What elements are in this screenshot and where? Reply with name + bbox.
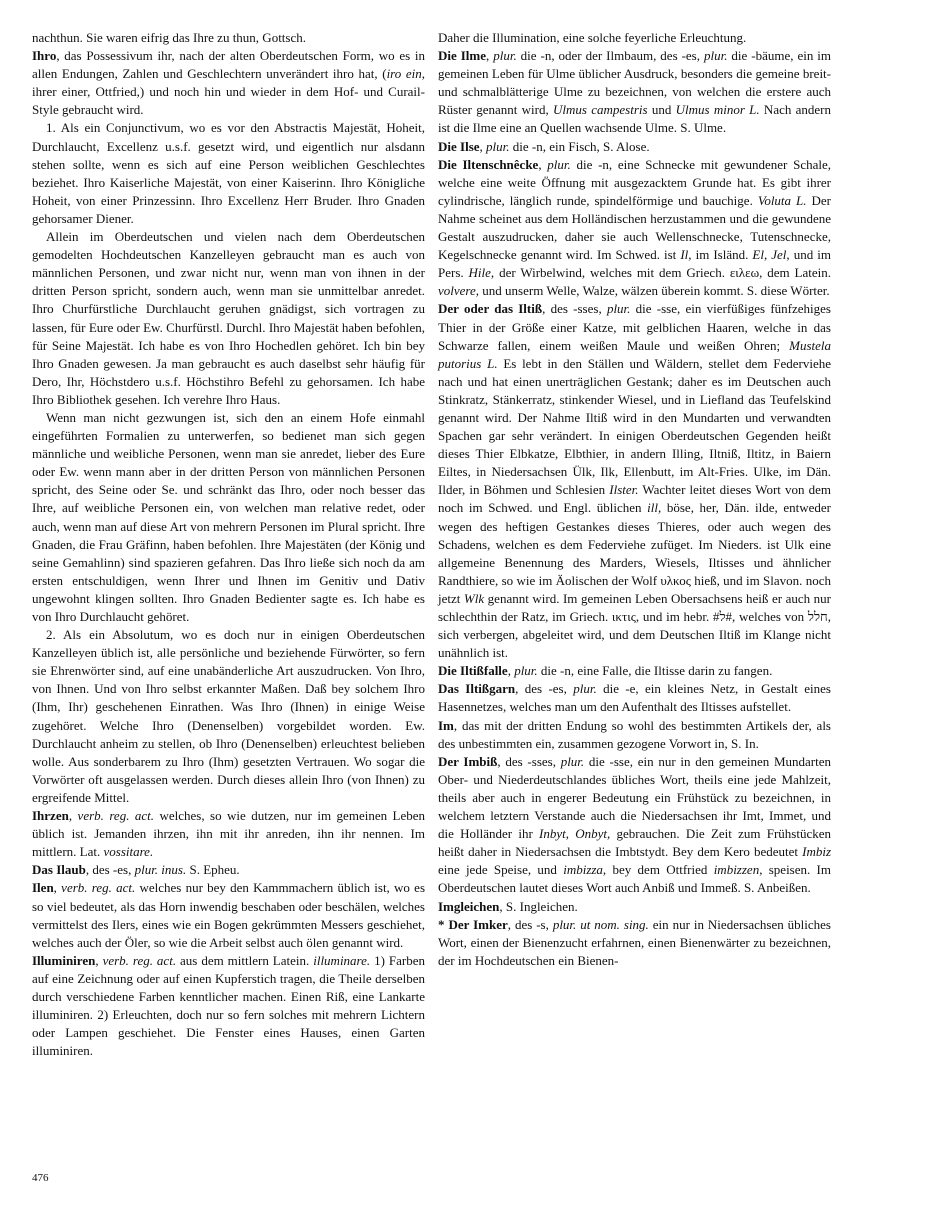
entry-text: welches, so wie dutzen, nur im gemeinen Leben üblich ist. Jemanden ihrzen, ihn mit ihr anreden, ihn ihr nennen. Im mittlern. Lat. <box>32 808 426 860</box>
entry-text: Der Nahme scheinet aus dem Holländischen herzustammen und die gewundene Gestalt auszudrucken, daher sie auch Wellenschnecke, Tutenschnecke, Kegelschnecke genannt wird. Im Schwed. ist <box>438 192 831 263</box>
italic-text: plur. <box>703 48 728 64</box>
right-column <box>438 29 831 970</box>
italic-text: plur. ut nom. sing. <box>552 916 649 932</box>
entry-text: 1. Als ein Conjunctivum, wo es vor den Abstractis Majestät, Hoheit, Durchlaucht, Excellenz u.s.f. gesetzt wird, und eigentlich nur alsdann stehen sollte, wenn es sich auf eine Person weiblichen Geschlechtes beziehet. Ihro Kaiserliche Majestät, von einer Kaiserinn. Ihro Königliche Hoheit, von einer Prinzessinn. Ihro Excellenz Herr Bruder. Ihro Gnaden gehorsamer Diener. <box>32 120 425 226</box>
dictionary-entry <box>438 753 831 898</box>
entry-text: Daher die Illumination, eine solche feyerliche Erleuchtung. <box>438 30 747 45</box>
italic-text: ill, <box>647 500 662 516</box>
entry-text: , S. Ingleichen. <box>499 898 578 914</box>
headword: Illuminiren <box>32 952 96 968</box>
body-paragraph <box>32 409 425 626</box>
headword: Im <box>438 717 454 733</box>
dictionary-entry <box>438 156 831 301</box>
entry-text: aus dem mittlern Latein. <box>176 952 314 968</box>
italic-text: plur. <box>486 138 510 154</box>
entry-text: , des -s, <box>507 916 553 932</box>
entry-text: S. Epheu. <box>186 862 240 878</box>
entry-text: , das Possessivum ihr, nach der alten Oberdeutschen Form, wo es in allen Endungen, Zahlen und Geschlechtern unverändert ihro hat, ( <box>32 48 425 82</box>
dictionary-entry <box>438 717 831 753</box>
entry-text: eine jede Speise, und <box>438 862 564 878</box>
italic-text: plur. <box>547 156 571 172</box>
italic-text: imbizza, <box>563 862 607 878</box>
headword: Imgleichen <box>438 898 500 914</box>
entry-text: die -n, eine Schnecke mit gewundener Schale, welche eine weite Öffnung mit ausgezacktem Grunde hat. Es gibt ihrer cylindrische, länglich runde, spindelförmige und bauchige. <box>438 156 831 208</box>
entry-text: die -sse, ein vierfüßiges fünfzehiges Thier in der Größe einer Katze, mit gelblichen Haaren, welche in das Schwarze fallen, einem weißen Maule und weißen Ohren; <box>438 301 831 353</box>
dictionary-entry <box>438 898 831 916</box>
body-paragraph <box>32 228 425 409</box>
italic-text: vossitare. <box>103 844 154 860</box>
entry-text: im Isländ. <box>691 247 753 263</box>
entry-text: nachthun. Sie waren eifrig das Ihre zu thun, Gottsch. <box>32 30 307 45</box>
entry-text: und im Pers. <box>438 247 832 281</box>
dictionary-entry <box>32 879 425 951</box>
dictionary-entry <box>438 916 831 970</box>
entry-text: , des -sses, <box>497 753 561 769</box>
headword: Der Imbiß <box>438 753 498 769</box>
entry-text: 2. Als ein Absolutum, wo es doch nur in einigen Oberdeutschen Kanzelleyen üblich ist, alle persönliche und beziehende Fürwörter, so fern sie Ehrenwörter sind, auf eine unabänderliche Art auszudrucken. Von Ihro, von Ihnen. Und von Ihro selbst erkannter Maßen. Daß bey solchem Ihro (Ihm, Ihr) geschehenen Einrathen. Was Ihro (Ihnen) in einige Weise zugehöret. Welche Ihro (Denenselben) vorgebildet worden. Ew. Durchlaucht anheim zu stellen, ob Ihro (Denenselben) erleuchtest belieben wolle. Aus sonderbarem zu Ihro (Ihm) gesetzten Vertrauen. Wo sogar die Vorwörter oft ausgelassen werden. Durch dieses allein Ihro (von Ihnen) zu ergreifende Mittel. <box>32 627 425 805</box>
headword: Die Ilme <box>438 48 486 64</box>
headword: Ilen <box>32 880 54 896</box>
entry-text: Nach andern ist die Ilme eine an Quellen wachsende Ulme. S. Ulme. <box>438 102 832 136</box>
headword: Ihrzen <box>32 808 69 824</box>
italic-text: verb. reg. act. <box>61 880 136 896</box>
left-column <box>32 29 425 1060</box>
dictionary-entry <box>438 300 831 662</box>
entry-text: gebrauchen. Die Zeit zum Frühstücken heißt daher in Niedersachsen die Imbtstydt. Bey dem Kero bedeutet <box>438 826 832 860</box>
entry-text: Allein im Oberdeutschen und vielen nach dem Oberdeutschen gemodelten Hochdeutschen Kanzelleyen gebraucht man es auch von männlichen Personen, und zwar nicht nur, wenn man von ihnen in der dritten Person spricht, sondern auch, wenn man sie unmittelbar anredet. Ihro Churfürstliche Durchlaucht geruhen gnädigst, sich vortragen zu lassen, für Eure oder Ew. Churfürstl. Durchl. Ihro Majestät haben befohlen, für Seine Majestät. Ich habe es von Ihro Hochedlen gehöret. Ich bin bey Ihro Gnaden gewesen. Ja man gebraucht es auch daselbst sehr häufig für Dero, Ihr, Höchstdero u.s.f. Höchstihro Befehl zu gehorsamen. Ich habe Ihro Bibliothek gesehen. Ich verehre Ihro Haus. <box>32 229 425 407</box>
italic-text: plur. <box>573 681 597 697</box>
dictionary-entry <box>438 29 831 47</box>
entry-text: genannt wird. Im gemeinen Leben Obersachsens heiß er auch nur schlechthin der Ratz, im Griech. ικτις, und im hebr. #ל#, welches von חלל, sich verbergen, abgeleitet wird, und dem Deutschen Iltiß im Klange nicht unähnlich ist. <box>438 590 831 661</box>
entry-text: Wenn man nicht gezwungen ist, sich den an einem Hofe einmahl eingeführten Formalien zu unterwerfen, so bedienet man sich gegen männliche und weibliche Personen, wenn man sie anredet, lieber des Eure oder Ew. wenn mann aber in der dritten Person von männlichen Personen spricht, des Seine oder Se. und schränkt das Ihro, oder noch besser das Ihre, auf weibliche Personen ein, von welchen man relative redet, oder auch, wenn man auf diese Art von mehrern Personen im Plural spricht. Ihre Gnaden, die Frau Gräfinn, haben befohlen. Ihre Majestäten (der König und seine Gemahlinn) sind spazieren gefahren. Das Ihro ließe sich noch da am ersten entschuldigen, wenn Ihrer und Ihnen im Genitiv und Dativ ungewohnt klingen sollten. Ihro Gnaden Bedienter sagte es. Ich habe es von Ihro Durchlaucht gehöret. <box>32 409 425 624</box>
italic-text: Ulmus campestris <box>553 102 648 118</box>
entry-text: die -e, ein kleines Netz, in Gestalt eines Hasennetzes, welches man um den Aufenthalt des Iltisses aufstellet. <box>438 681 831 715</box>
entry-text: Wachter leitet dieses Wort von dem noch im Schwed. und Engl. üblichen <box>438 482 831 516</box>
italic-text: volvere, <box>438 283 480 299</box>
italic-text: Mustela putorius L. <box>438 337 831 371</box>
headword: Die Ilse <box>438 138 480 154</box>
dictionary-entry <box>32 952 425 1061</box>
italic-text: El, Jel, <box>752 247 790 263</box>
italic-text: plur. inus. <box>134 862 187 878</box>
entry-text: die -n, eine Falle, die Iltisse darin zu fangen. <box>537 663 773 679</box>
entry-text: ein nur in Niedersachsen übliches Wort, einen der Bienenzucht erfahrnen, einen Bienenwärter zu bezeichnen, der im Hochdeutschen ein Bienen- <box>438 916 831 968</box>
italic-text: Il, <box>680 247 692 263</box>
entry-text: speisen. Im Oberdeutschen lautet dieses Wort auch Anbiß und Immeß. S. Anbeißen. <box>438 862 831 896</box>
dictionary-entry <box>32 861 425 879</box>
italic-text: illuminare. <box>313 952 371 968</box>
dictionary-entry <box>32 807 425 861</box>
entry-text: , <box>486 48 494 64</box>
italic-text: Imbiz <box>802 844 831 860</box>
italic-text: Ilster. <box>609 482 639 498</box>
entry-text: , <box>95 952 103 968</box>
italic-text: iro ein, <box>386 66 425 82</box>
entry-text: der Wirbelwind, welches mit dem Griech. ειλεω, dem Latein. <box>494 265 831 281</box>
headword: Das Ilaub <box>32 862 86 878</box>
italic-text: plur. <box>493 48 517 64</box>
entry-text: , <box>68 808 78 824</box>
dictionary-entry <box>438 138 831 156</box>
headword: Der oder das Iltiß <box>438 301 543 317</box>
italic-text: Ulmus minor L. <box>675 102 760 118</box>
italic-text: Voluta L. <box>757 192 807 208</box>
entry-text: , <box>538 156 548 172</box>
italic-text: verb. reg. act. <box>102 952 177 968</box>
italic-text: Wlk <box>463 590 485 606</box>
page-number: 476 <box>32 1172 49 1184</box>
entry-text: die -sse, ein nur in den gemeinen Mundarten Ober- und Niederdeutschlandes übliches Wort, theils eine jede Mahlzeit, theils aber auch in engerer Bedeutung ein Frühstück zu bezeichnen, in welchem letztern Verstande auch die Niedersachsen ihr Imt, Immet, und die Holländer ihr <box>438 753 832 842</box>
entry-text: 1) Farben auf eine Zeichnung oder auf einen Kupferstich tragen, die Theile derselben durch verschiedene Farben kenntlicher machen. Einen Riß, eine Lankarte illuminiren. 2) Erleuchten, doch nur so fern solches mit mehrern Lichtern oder Lampen geschiehet. Die Fenster eines Hauses, einen Garten illuminiren. <box>32 952 426 1059</box>
entry-text: die -n, ein Fisch, S. Alose. <box>509 138 650 154</box>
entry-text: ihrer einer, Ottfried,) und noch hin und wieder in dem Hof- und Curail-Style gebraucht wird. <box>32 84 425 118</box>
headword: Die Iltißfalle <box>438 663 508 679</box>
entry-text: , des -sses, <box>542 301 607 317</box>
entry-text: die -bäume, ein im gemeinen Leben für Ulme üblicher Ausdruck, besonders die gemeine breit- und schmalblätterige Ulme zu bezeichnen, von welchen die erstere auch Rüster genannt wird, <box>438 48 832 118</box>
body-paragraph <box>32 626 425 807</box>
italic-text: Inbyt, Onbyt, <box>539 826 611 842</box>
entry-text: die -n, oder der Ilmbaum, des -es, <box>516 48 704 64</box>
dictionary-entry <box>438 680 831 716</box>
entry-text: welches nur bey den Kammmachern üblich ist, wo es so viel bedeutet, als das Horn inwendig beschaben oder beschälen, welches vermittelst des Ilers, eines wie ein Bogen gekrümmten Messers geschiehet, welches auch der Öler, so wie die Arbeit selbst auch ölen genannt wird. <box>32 880 426 950</box>
entry-text: , des -es, <box>515 681 574 697</box>
headword: Das Iltißgarn <box>438 681 516 697</box>
italic-text: verb. reg. act. <box>77 808 155 824</box>
entry-text: Es lebt in den Ställen und Wäldern, stellet dem Federviehe nach und hat einen unerträglichen Gestank; daher es im Deutschen auch Stinkratz, Stänkerratz, stinkender Wiesel, und in Liefland das Teufelskind genannt wird. Der Nahme Iltiß wird in den Mundarten und verwandten Spachen gar sehr verändert. In einigen Oberdeutschen Gegenden heißt dieses Thier Elbkatze, Elbthier, in andern Illing, Iltniß, Iltitz, in Baiern Eiltes, in Niedersachsen Ülk, Ilk, Ellenbutt, im Alt-Fries. Ulke, im Dän. Ilder, in Böhmen und Schlesien <box>438 355 831 498</box>
entry-text: bey dem Ottfried <box>606 862 714 878</box>
dictionary-entry <box>438 47 831 137</box>
italic-text: Hile, <box>468 265 495 281</box>
italic-text: imbizzen, <box>713 862 763 878</box>
entry-text: , <box>479 138 487 154</box>
headword: * Der Imker <box>438 916 508 932</box>
entry-text: , das mit der dritten Endung so wohl des bestimmten Artikels der, als des unbestimmten ein, zusammen gezogene Vorwort in, S. In. <box>438 717 831 751</box>
italic-text: plur. <box>560 753 585 769</box>
headword: Die Iltenschnêcke <box>438 156 539 172</box>
entry-text: , des -es, <box>85 862 135 878</box>
body-paragraph <box>32 119 425 228</box>
entry-text: böse, her, Dän. ilde, entweder wegen des heftigen Gestankes dieses Thieres, oder auch wegen des Schadens, welchen es dem Federviehe zufüget. Im Nieders. ist Ulk eine allgemeine Benennung des Marders, Wiesels, Iltisses und ähnlicher Randthiere, so wie im Äolischen der Wolf υλκος hieß, und im Slavon. noch jetzt <box>438 500 832 606</box>
entry-text: , <box>53 880 62 896</box>
headword: Ihro <box>32 48 57 64</box>
entry-text: und unserm Welle, Walze, wälzen überein kommt. S. diese Wörter. <box>479 283 830 299</box>
entry-text: , <box>507 663 515 679</box>
italic-text: plur. <box>606 301 631 317</box>
dictionary-entry <box>438 662 831 680</box>
entry-text: und <box>647 102 676 118</box>
italic-text: plur. <box>514 663 538 679</box>
dictionary-entry <box>32 47 425 119</box>
dictionary-entry <box>32 29 425 47</box>
